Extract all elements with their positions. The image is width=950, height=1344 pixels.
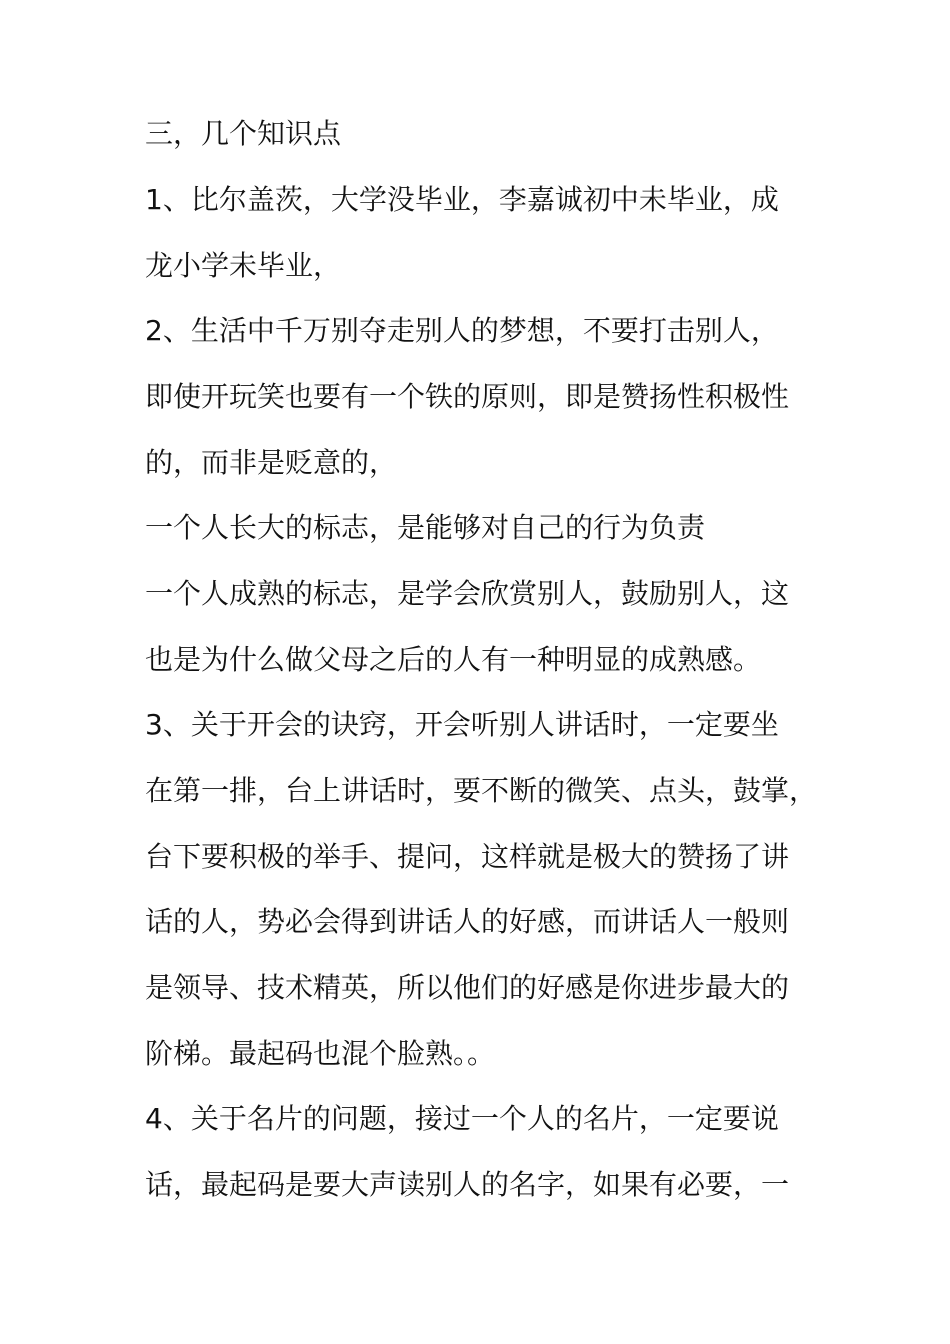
text-line: 阶梯。最起码也混个脸熟。。 (145, 1037, 496, 1070)
text-line: 一个人成熟的标志，是学会欣赏别人，鼓励别人，这 (145, 577, 790, 610)
text-line: 即使开玩笑也要有一个铁的原则，即是赞扬性积极性 (145, 380, 790, 413)
section-heading: 三，几个知识点 (145, 117, 342, 150)
text-line: 是领导、技术精英，所以他们的好感是你进步最大的 (145, 971, 790, 1004)
text-line: 龙小学未毕业， (145, 249, 342, 282)
text-line: 在第一排，台上讲话时，要不断的微笑、点头，鼓掌， (145, 774, 818, 807)
text-line: 台下要积极的举手、提问，这样就是极大的赞扬了讲 (145, 840, 790, 873)
text-line: 话，最起码是要大声读别人的名字，如果有必要，一 (145, 1168, 790, 1201)
text-line: 1、比尔盖茨，大学没毕业，李嘉诚初中未毕业，成 (145, 183, 779, 216)
text-line: 也是为什么做父母之后的人有一种明显的成熟感。 (145, 643, 762, 676)
text-line: 一个人长大的标志，是能够对自己的行为负责 (145, 511, 706, 544)
text-line: 3、关于开会的诀窍，开会听别人讲话时，一定要坐 (145, 708, 779, 741)
text-line: 话的人，势必会得到讲话人的好感，而讲话人一般则 (145, 905, 790, 938)
text-line: 的，而非是贬意的， (145, 446, 398, 479)
text-line: 2、生活中千万别夺走别人的梦想，不要打击别人， (145, 314, 779, 347)
text-line: 4、关于名片的问题，接过一个人的名片，一定要说 (145, 1102, 779, 1135)
